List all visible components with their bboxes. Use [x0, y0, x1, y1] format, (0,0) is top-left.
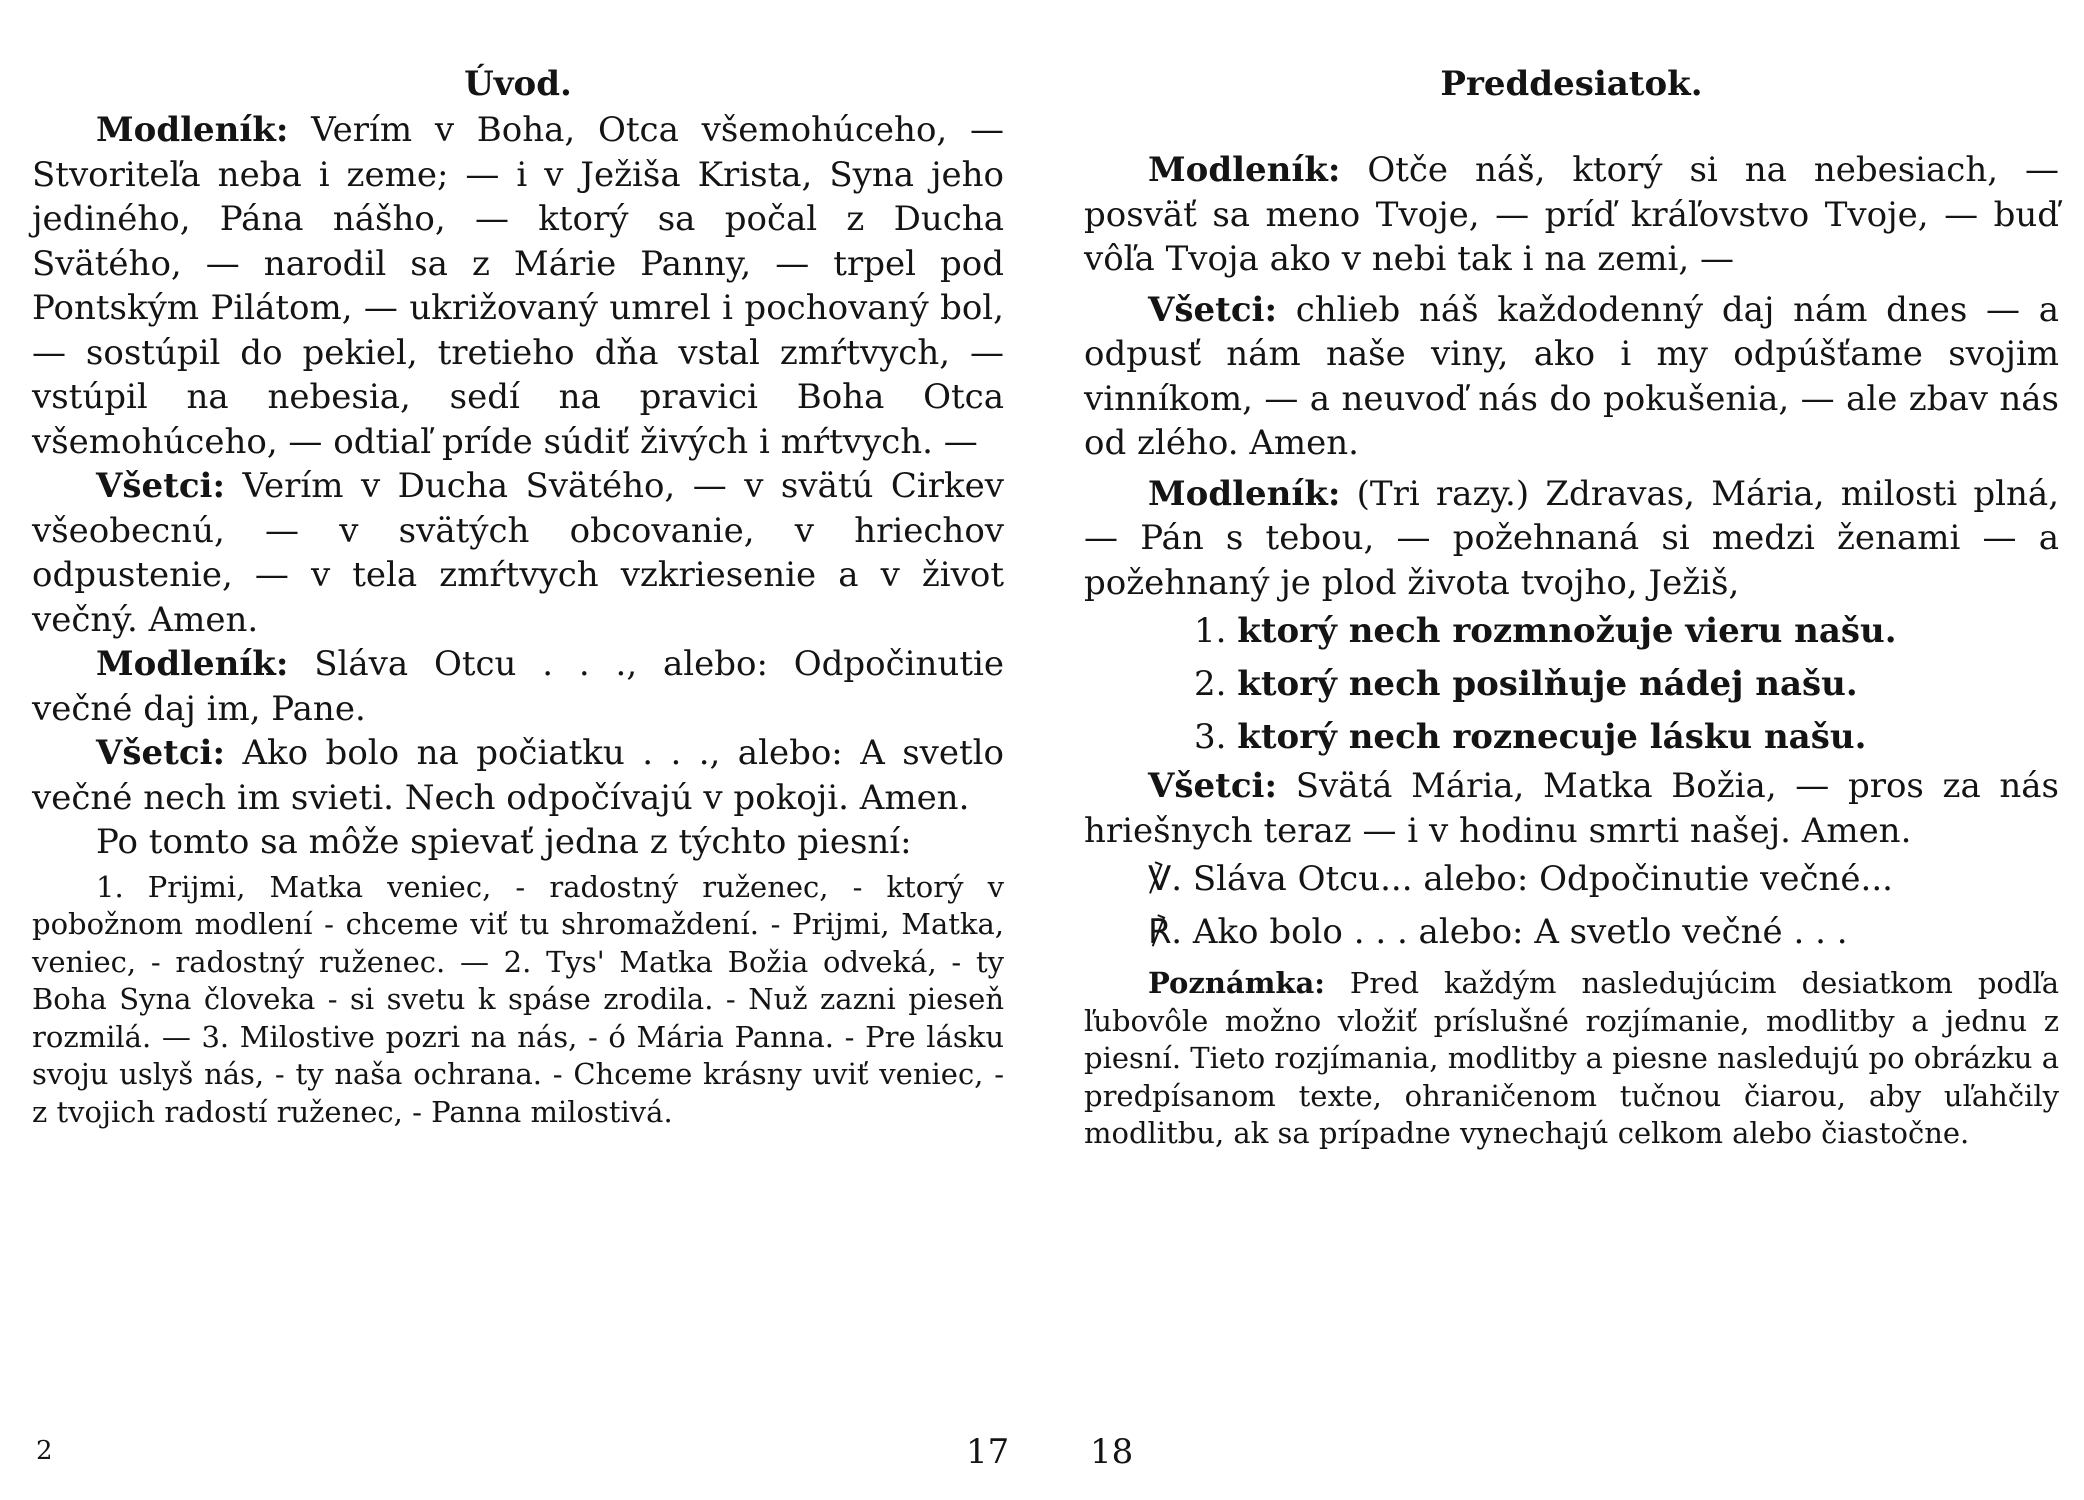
- versicle: ℣. Sláva Otcu... alebo: Odpočinutie večné...: [1148, 859, 1893, 899]
- versicle-symbol: ℣.: [1148, 859, 1183, 899]
- paragraph: [1084, 148, 2059, 282]
- paragraph-text: Verím v Boha, Otca všemohúceho, — Stvoriteľa neba i zeme; — i v Ježiša Krista, Syna jeho jediného, Pána nášho, — ktorý sa počal z Ducha Svätého, — narodil sa z Márie Panny, — trpel pod Pontským Pilátom, — ukrižovaný umrel i pochovaný bol, — sostúpil do pekiel, tretieho dňa vstal zmŕtvych, — vstúpil na nebesia, sedí na pravici Boha Otca všemohúceho, — odtiaľ príde súdiť živých i mŕtvych. —: [32, 110, 1004, 462]
- right-page: [1084, 0, 2059, 1500]
- paragraph: [1084, 288, 2059, 466]
- paragraph-text: (Tri razy.) Zdravas, Mária, milosti plná, — Pán s tebou, — požehnaná si medzi ženami — a požehnaný je plod života tvojho, Ježiš,: [1084, 473, 2059, 603]
- speaker-label: Všetci:: [96, 733, 226, 773]
- paragraph: [32, 464, 1004, 642]
- speaker-label: Modleník:: [96, 110, 289, 150]
- paragraph: [32, 108, 1004, 464]
- paragraph-text: Verím v Ducha Svätého, — v svätú Cirkev všeobecnú, — v svätých obcovanie, v hriechov odpustenie, — v tela zmŕtvych vzkriesenie a v život večný. Amen.: [32, 466, 1004, 640]
- paragraph: [1084, 472, 2059, 606]
- list-item: 3. ktorý nech roznecuje lásku našu.: [1194, 717, 1867, 757]
- paragraph: [32, 642, 1004, 731]
- response-symbol: ℟.: [1148, 912, 1183, 952]
- paragraph-text: Sláva Otcu . . ., alebo: Odpočinutie večné daj im, Pane.: [32, 644, 1004, 729]
- note-label: Poznámka:: [1148, 966, 1325, 1000]
- note: [1084, 965, 2059, 1153]
- page-title: Úvod.: [464, 64, 572, 104]
- speaker-label: Modleník:: [96, 644, 289, 684]
- song-text: 1. Prijmi, Matka veniec, - radostný ruženec, - ktorý v pobožnom modlení - chceme viť tu shromaždení. - Prijmi, Matka, veniec, - radostný ruženec. — 2. Tys' Matka Božia odveká, - ty Boha Syna človeka - si svetu k spáse zrodila. - Nuž zazni pieseň rozmilá. — 3. Milostive pozri na nás, - ó Mária Panna. - Pre lásku svoju uslyš nás, - ty naša ochrana. - Chceme krásny uviť veniec, - z tvojich radostí ruženec, - Panna milostivá.: [32, 869, 1004, 1129]
- speaker-label: Všetci:: [1148, 766, 1278, 806]
- signature-mark: 2: [36, 1436, 53, 1466]
- speaker-label: Všetci:: [96, 466, 226, 506]
- paragraph-text: Svätá Mária, Matka Božia, — pros za nás hriešnych teraz — i v hodinu smrti našej. Amen.: [1084, 766, 2059, 851]
- left-page: [32, 0, 1004, 1500]
- response: ℟. Ako bolo . . . alebo: A svetlo večné . . .: [1148, 912, 1848, 952]
- list-item: 2. ktorý nech posilňuje nádej našu.: [1194, 664, 1858, 704]
- speaker-label: Modleník:: [1148, 150, 1341, 190]
- speaker-label: Všetci:: [1148, 289, 1278, 330]
- note-text: Pred každým nasledujúcim desiatkom podľa ľubovôle možno vložiť príslušné rozjímanie, modlitby a jednu z piesní. Tieto rozjímania, modlitby a piesne nasledujú po obrázku a predpísanom texte, ohraničenom tučnou čiarou, aby uľahčily modlitbu, ak sa prípadne vynechajú celkom alebo čiastočne.: [1084, 966, 2059, 1150]
- paragraph-text: Otče náš, ktorý si na nebesiach, — posväť sa meno Tvoje, — príď kráľovstvo Tvoje, — buď vôľa Tvoja ako v nebi tak i na zemi, —: [1084, 150, 2059, 279]
- decade-list: [1084, 605, 2059, 764]
- paragraph: [32, 731, 1004, 820]
- speaker-label: Modleník:: [1148, 473, 1341, 514]
- list-item: 1. ktorý nech rozmnožuje vieru našu.: [1194, 611, 1897, 651]
- paragraph: Po tomto sa môže spievať jedna z týchto piesní:: [96, 822, 912, 862]
- page-title: Preddesiatok.: [1440, 64, 1703, 104]
- paragraph: [1084, 764, 2059, 853]
- paragraph-text: Ako bolo na počiatku . . ., alebo: A svetlo večné nech im svieti. Nech odpočívajú v pokoji. Amen.: [32, 733, 1004, 818]
- page-number-right: 18: [1090, 1432, 1134, 1472]
- paragraph-text: chlieb náš každodenný daj nám dnes — a odpusť nám naše viny, ako i my odpúšťame svojim vinníkom, — a neuvoď nás do pokušenia, — ale zbav nás od zlého. Amen.: [1084, 289, 2059, 463]
- page-number-left: 17: [966, 1432, 1010, 1472]
